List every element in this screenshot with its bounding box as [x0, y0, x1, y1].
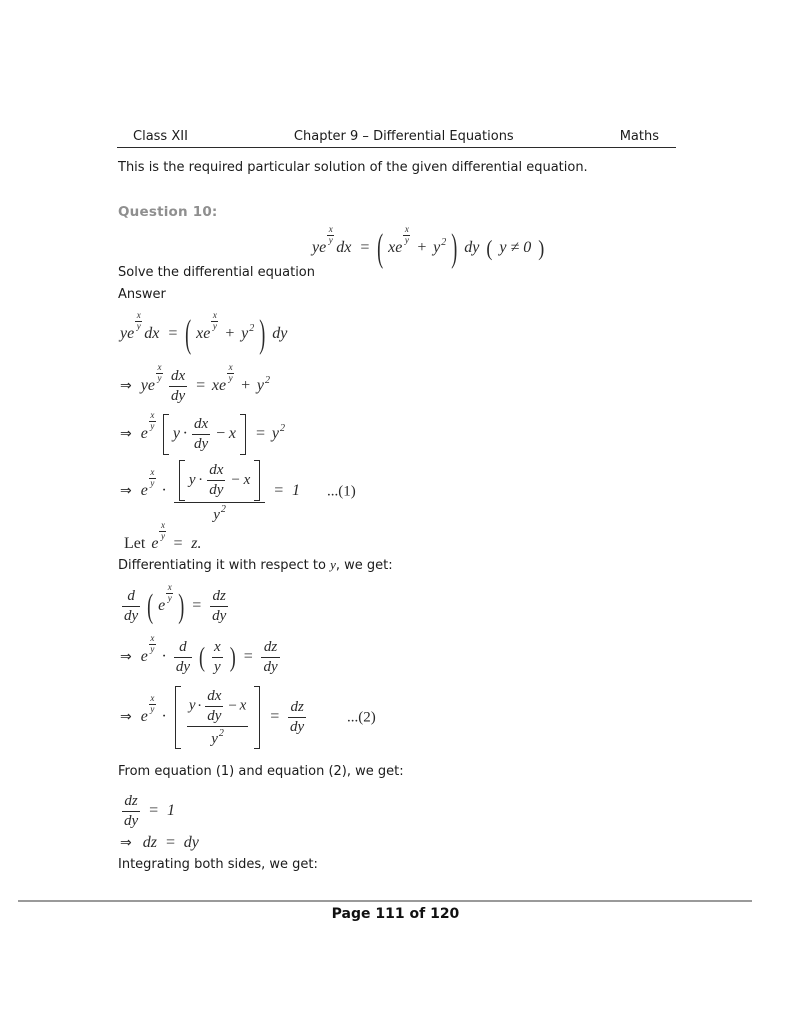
- token-ye: ye: [312, 238, 327, 256]
- right-paren-icon: ): [178, 586, 185, 625]
- equation-ddy: $\frac{d}{dy}$ ( e $\frac{x}{y}$ ) = $\frac{dz}{dy}$: [120, 588, 230, 625]
- left-paren-icon: (: [199, 641, 206, 673]
- exponent-x-over-y: $\frac{x}{y}$: [160, 520, 165, 541]
- right-paren-icon: ): [259, 312, 266, 356]
- left-paren-icon: (: [147, 586, 154, 625]
- footer-rule: [18, 900, 752, 902]
- exponent-x-over-y: $\frac{x}{y}$: [212, 310, 217, 331]
- header-subject: Maths: [619, 129, 659, 144]
- equation-two: ⇒ e $\frac{x}{y}$ · y · $\frac{dx}{dy}$ − x $y^2$ = $\frac{dz}{dy}$ ...(2): [120, 686, 440, 749]
- condition-y-not-zero: y ≠ 0: [499, 238, 532, 256]
- equation-dz-equals-dy: ⇒ dz = dy: [120, 834, 199, 851]
- exponent-x-over-y: $\frac{x}{y}$: [136, 310, 141, 331]
- answer-label: Answer: [118, 287, 166, 302]
- implies-icon: ⇒: [120, 483, 132, 500]
- equation-label-2: ...(2): [347, 709, 376, 726]
- equals-sign: =: [359, 238, 371, 256]
- token-xe: xe: [388, 238, 403, 256]
- left-paren-icon: (: [486, 235, 493, 261]
- fraction-dx-dy: $\frac{dx}{dy}$: [207, 688, 222, 724]
- implies-icon: ⇒: [120, 835, 132, 851]
- variable-y: y: [330, 557, 336, 572]
- exponent-x-over-y: $\frac{x}{y}$: [150, 693, 155, 715]
- big-fraction: y · $\frac{dx}{dy}$ − x $y^2$: [188, 688, 247, 747]
- fraction-dx-dy: $\frac{dx}{dy}$: [170, 368, 186, 404]
- exponent-x-over-y: $\frac{x}{y}$: [157, 362, 162, 383]
- page-header: [117, 129, 675, 144]
- implies-icon: ⇒: [120, 377, 132, 394]
- fraction-dz-dy: $\frac{dz}{dy}$: [124, 793, 139, 829]
- exponent-x-over-y: $\frac{x}{y}$: [150, 467, 155, 489]
- implies-icon: ⇒: [120, 425, 132, 442]
- fraction-dz-dy: $\frac{dz}{dy}$: [263, 639, 278, 675]
- square-bracket-group: y · $\frac{dx}{dy}$ − x: [163, 414, 246, 455]
- left-paren-icon: (: [185, 312, 192, 356]
- substitution-line: Let e $\frac{x}{y}$ = z.: [124, 520, 202, 552]
- fraction-dx-dy: $\frac{dx}{dy}$: [193, 416, 209, 452]
- question-label: Question 10:: [118, 204, 218, 220]
- equation-restated: ye $\frac{x}{y}$ dx = ( xe $\frac{x}{y}$ + $y^2$ ) dy: [120, 320, 289, 345]
- fraction-dx-dy: $\frac{dx}{dy}$: [209, 462, 224, 498]
- exponent-x-over-y: $\frac{x}{y}$: [404, 224, 409, 245]
- token-z: z.: [191, 534, 202, 552]
- right-paren-icon: ): [451, 226, 458, 270]
- big-fraction: y · $\frac{dx}{dy}$ − x $y^2$: [174, 460, 265, 523]
- from-equations-text: From equation (1) and equation (2), we get:: [118, 764, 404, 779]
- page-number: Page 111 of 120: [331, 906, 460, 922]
- right-bracket-icon: [240, 414, 246, 455]
- fraction-dz-dy: $\frac{dz}{dy}$: [212, 588, 227, 624]
- equation-chain-rule: ⇒ e $\frac{x}{y}$ · $\frac{d}{dy}$ ( $\frac{x}{y}$ ) = $\frac{dz}{dy}$: [120, 633, 278, 675]
- exponent-x-over-y: $\frac{x}{y}$: [167, 582, 172, 603]
- right-bracket-icon: [254, 686, 260, 749]
- equation-bracket-form: ⇒ e $\frac{x}{y}$ y · $\frac{dx}{dy}$ − x = $y^2$: [120, 414, 285, 455]
- equation-label-1: ...(1): [327, 483, 356, 500]
- intro-text: This is the required particular solution of the given differential equation.: [118, 160, 588, 175]
- implies-icon: ⇒: [120, 648, 132, 665]
- ye-exponent-term: [312, 224, 334, 258]
- right-paren-icon: ): [538, 235, 545, 261]
- exponent-x-over-y: $\frac{x}{y}$: [228, 362, 233, 383]
- header-class: Class XII: [133, 129, 188, 144]
- square-bracket-group: [175, 686, 260, 749]
- implies-icon: ⇒: [120, 709, 132, 726]
- let-word: Let: [124, 534, 146, 552]
- exponent-x-over-y: [327, 225, 334, 246]
- right-paren-icon: ): [229, 641, 236, 673]
- header-rule: [117, 147, 676, 148]
- token-x: x: [328, 224, 333, 234]
- equation-given: [312, 224, 545, 270]
- fraction-d-dy: $\frac{d}{dy}$: [175, 639, 191, 675]
- exponent-x-over-y: $\frac{x}{y}$: [150, 410, 155, 431]
- fraction-d-dy: $\frac{d}{dy}$: [124, 588, 139, 624]
- token-dx: dx: [336, 238, 352, 256]
- xe-exponent-term: [388, 224, 410, 258]
- fraction-dz-dy: $\frac{dz}{dy}$: [290, 699, 305, 736]
- equation-one: ⇒ e $\frac{x}{y}$ · y · $\frac{dx}{dy}$ − x $y^2$ = 1 ...(1): [120, 462, 356, 523]
- y-squared-term: $y^2$: [433, 236, 447, 256]
- left-paren-icon: (: [377, 226, 384, 270]
- right-bracket-icon: [254, 460, 260, 501]
- token-y: y: [328, 234, 333, 245]
- fraction-x-y: $\frac{x}{y}$: [214, 639, 221, 675]
- exponent-x-over-y: $\frac{x}{y}$: [150, 633, 155, 654]
- header-chapter-title: Chapter 9 – Differential Equations: [293, 129, 514, 144]
- square-bracket-group: y · $\frac{dx}{dy}$ − x: [179, 460, 260, 501]
- differentiating-text: Differentiating it with respect to y, we get:: [118, 557, 393, 573]
- integrating-text: Integrating both sides, we get:: [118, 857, 318, 872]
- equation-dzdy-one: $\frac{dz}{dy}$ = 1: [124, 793, 175, 829]
- plus-sign: +: [416, 238, 428, 256]
- equation-derivative-form: ⇒ ye $\frac{x}{y}$ $\frac{dx}{dy}$ = xe $\frac{x}{y}$ + $y^2$: [120, 362, 271, 404]
- token-dy: dy: [464, 238, 480, 256]
- solve-text: Solve the differential equation: [118, 265, 315, 280]
